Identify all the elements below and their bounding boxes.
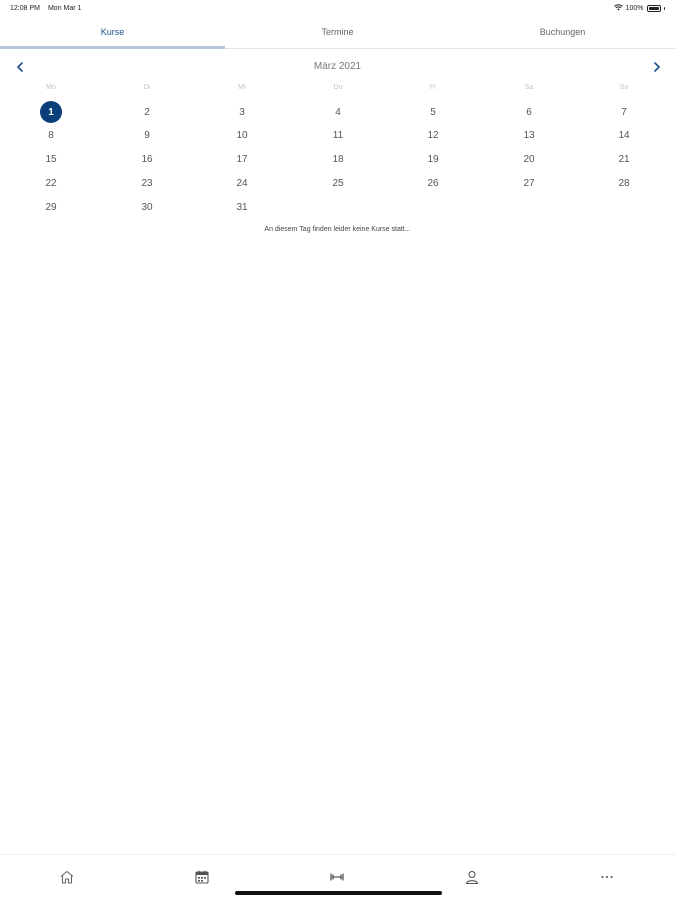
nav-calendar-button[interactable] [190,865,214,889]
calendar-day[interactable]: 5 [430,106,436,118]
month-header [0,57,675,77]
weekday-label: Di [143,84,151,91]
calendar-day[interactable]: 7 [621,106,627,118]
month-title: März 2021 [313,61,362,72]
home-indicator [235,891,442,895]
chevron-right-icon [653,62,661,72]
weekday-label: Sa [524,84,534,91]
wifi-icon [614,4,623,13]
nav-more-button[interactable] [595,865,619,889]
calendar-day[interactable]: 28 [618,177,630,189]
calendar-day[interactable]: 9 [144,129,150,141]
calendar-day[interactable]: 26 [427,177,439,189]
calendar-day[interactable]: 18 [332,153,344,165]
calendar-day[interactable]: 22 [45,177,57,189]
weekday-header [0,84,675,96]
calendar-day[interactable]: 30 [141,201,153,213]
status-date: Mon Mar 1 [47,5,82,12]
status-bar [0,0,675,18]
calendar-day-selected[interactable]: 1 [40,101,62,123]
weekday-label: Do [333,84,343,91]
nav-profile-button[interactable] [460,865,484,889]
calendar-day[interactable]: 16 [141,153,153,165]
calendar-day[interactable]: 25 [332,177,344,189]
calendar-day[interactable]: 27 [523,177,535,189]
nav-fitness-button[interactable] [325,865,349,889]
calendar-day[interactable]: 11 [332,129,344,141]
calendar-day[interactable]: 20 [523,153,535,165]
calendar-day[interactable]: 10 [236,129,248,141]
calendar-day[interactable]: 24 [236,177,248,189]
calendar-day[interactable]: 31 [236,201,248,213]
calendar-day[interactable]: 21 [618,153,630,165]
next-month-button[interactable] [647,57,667,77]
empty-state-message: An diesem Tag finden leider keine Kurse statt... [264,226,411,233]
calendar-day[interactable]: 2 [144,106,150,118]
segmented-tabs [0,20,675,49]
weekday-label: So [619,84,629,91]
weekday-label: Mi [238,84,246,91]
calendar-day[interactable]: 15 [45,153,57,165]
bottom-navigation [0,854,675,900]
status-time: 12:08 PM [10,5,40,12]
calendar-day[interactable]: 6 [526,106,532,118]
calendar-day[interactable]: 23 [141,177,153,189]
calendar-day[interactable]: 3 [239,106,245,118]
calendar-icon [194,869,210,885]
calendar-day[interactable]: 29 [45,201,57,213]
tab-kurse[interactable]: Kurse [0,20,225,48]
calendar-day[interactable]: 4 [335,106,341,118]
home-icon [59,869,75,885]
battery-icon [647,5,661,12]
calendar-day[interactable]: 19 [427,153,439,165]
weekday-label: Mo [46,84,56,91]
calendar-day[interactable]: 13 [523,129,535,141]
calendar-day[interactable]: 14 [618,129,630,141]
calendar-day[interactable]: 12 [427,129,439,141]
calendar-day[interactable]: 8 [48,129,54,141]
dumbbell-icon [328,869,346,885]
nav-home-button[interactable] [55,865,79,889]
more-icon [599,869,615,885]
battery-tip [664,7,666,10]
battery-text: 100% [625,5,644,12]
weekday-label: Fr [429,84,437,91]
calendar-day[interactable]: 17 [236,153,248,165]
user-icon [464,869,480,885]
tab-termine[interactable]: Termine [321,27,354,37]
tab-buchungen[interactable]: Buchungen [539,27,586,37]
